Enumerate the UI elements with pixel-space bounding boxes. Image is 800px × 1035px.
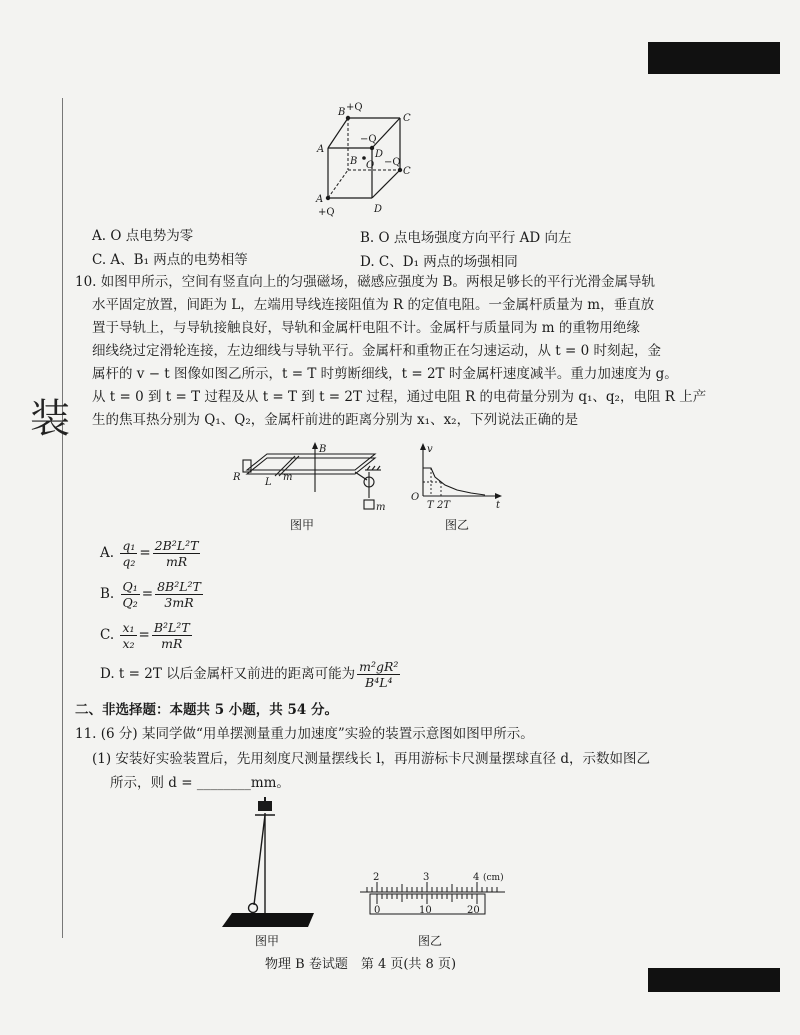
q10-fig2-2t: 2T xyxy=(437,500,451,511)
vernier-main-4: 4 xyxy=(473,872,480,883)
cube-label-d: D xyxy=(375,149,384,160)
cube-label-a: A xyxy=(317,144,325,155)
section2-heading: 二、非选择题：本题共 5 小题，共 54 分。 xyxy=(75,702,338,718)
q10-c-rhs-num: B²L²T xyxy=(153,620,190,635)
q11-fig1-caption: 图甲 xyxy=(255,934,280,948)
q10-b-rhs-den: 3mR xyxy=(164,595,194,610)
q11-vernier-figure xyxy=(355,870,515,925)
q10-rail-figure xyxy=(225,440,400,520)
q10-a-rhs-num: 2B²L²T xyxy=(154,538,199,553)
cube-label-c: C xyxy=(403,113,411,124)
q10-fig2-caption: 图乙 xyxy=(445,518,470,532)
q10-c-lhs-den: x₂ xyxy=(122,636,135,651)
cube-label-b1: B xyxy=(350,156,358,167)
q10-fig1-caption: 图甲 xyxy=(290,518,315,532)
q10-option-c: C. $\frac{\text{x₁}}{\text{x₂}}$ = $\frac{\text{B²L²T}}{mR}$ xyxy=(100,620,190,651)
q9-option-b: B. O 点电场强度方向平行 AD 向左 xyxy=(360,230,572,246)
q10-fig1-m: m xyxy=(283,472,293,483)
q10-line-2: 水平固定放置，间距为 L，左端用导线连接阻值为 R 的定值电阻。一金属杆质量为 m，垂直放 xyxy=(92,297,655,313)
q10-a-lhs-den: q₂ xyxy=(122,554,136,569)
cube-label-b: B xyxy=(338,107,346,118)
q10-a-lhs-num: q₁ xyxy=(122,538,136,553)
cube-label-a1: A xyxy=(316,194,324,205)
q10-b-lhs-num: Q₁ xyxy=(122,579,138,594)
q10-d-num: m²gR² xyxy=(359,659,399,674)
q11-line-2: (1) 安装好实验装置后，先用刻度尺测量摆线长 l，再用游标卡尺测量摆球直径 d，示数如图乙 xyxy=(92,751,650,767)
q9-option-a: A. O 点电势为零 xyxy=(92,228,194,244)
q10-line-5: 属杆的 v − t 图像如图乙所示，t = T 时剪断细线，t = 2T 时金属杆速度减半。重力加速度为 g。 xyxy=(92,366,678,382)
margin-handwriting: 装 xyxy=(30,396,70,442)
q10-option-d xyxy=(100,658,402,690)
binding-line xyxy=(62,98,63,938)
q10-line-1: 10. 如图甲所示，空间有竖直向上的匀强磁场，磁感应强度为 B。两根足够长的平行光滑金属导轨 xyxy=(75,274,655,290)
cube-label-c1: C xyxy=(403,166,411,177)
cube-label-d1: D xyxy=(374,204,383,215)
q10-a-rhs-den: mR xyxy=(165,554,188,569)
q10-d-den: B⁴L⁴ xyxy=(365,675,393,690)
cube-figure xyxy=(300,100,430,220)
cube-label-o: O xyxy=(366,160,375,171)
q11-pendulum-figure xyxy=(210,795,320,930)
q11-line-3: 所示，则 d = ________mm。 xyxy=(110,775,290,791)
q10-b-lhs-den: Q₂ xyxy=(122,595,138,610)
q10-fig2-o: O xyxy=(411,492,420,503)
q10-fig1-b: B xyxy=(319,444,327,455)
q10-c-lhs-num: x₁ xyxy=(122,620,135,635)
q10-line-7: 生的焦耳热分别为 Q₁、Q₂，金属杆前进的距离分别为 x₁、x₂，下列说法正确的是 xyxy=(92,412,579,428)
cube-charge-b: +Q xyxy=(346,102,363,113)
q10-fig1-r: R xyxy=(233,472,241,483)
q10-option-a-prefix: A. xyxy=(100,545,115,561)
q10-c-rhs-den: mR xyxy=(161,636,183,651)
q10-line-3: 置于导轨上，与导轨接触良好，导轨和金属杆电阻不计。金属杆与质量同为 m 的重物用绝缘 xyxy=(92,320,640,336)
vernier-main-2: 2 xyxy=(373,872,380,883)
cube-charge-c1: −Q xyxy=(384,157,401,168)
q10-line-6: 从 t = 0 到 t = T 过程及从 t = T 到 t = 2T 过程，通过电阻 R 的电荷量分别为 q₁、q₂，电阻 R 上产 xyxy=(92,389,707,405)
q10-option-b: B. $\frac{\text{Q₁}}{\text{Q₂}}$ = $\frac{\text{8B²L²T}}{3mR}$ xyxy=(100,579,201,610)
q11-fig2-caption: 图乙 xyxy=(418,934,443,948)
cube-charge-a1: +Q xyxy=(318,207,335,218)
q10-option-c-prefix: C. xyxy=(100,627,115,643)
q10-fig2-taxis: t xyxy=(496,500,501,511)
vernier-sub-0: 0 xyxy=(374,905,381,916)
q10-vt-graph xyxy=(405,440,505,520)
vernier-sub-10: 10 xyxy=(419,905,432,916)
q10-line-4: 细线绕过定滑轮连接，左边细线与导轨平行。金属杆和重物正在匀速运动，从 t = 0 时刻起，金 xyxy=(92,343,661,359)
vernier-unit: (cm) xyxy=(483,873,504,883)
q10-fig1-weight-m: m xyxy=(376,502,386,513)
q10-option-a: A. $\frac{\text{q₁}}{\text{q₂}}$ = $\frac{\text{2B²L²T}}{mR}$ xyxy=(100,538,199,569)
q10-b-rhs-num: 8B²L²T xyxy=(157,579,201,594)
cube-charge-d: −Q xyxy=(360,134,377,145)
vernier-sub-20: 20 xyxy=(467,905,480,916)
page-footer: 物理 B 卷试题 第 4 页(共 8 页) xyxy=(265,957,457,972)
q10-option-b-prefix: B. xyxy=(100,586,115,602)
q11-line-1: 11. (6 分) 某同学做“用单摆测量重力加速度”实验的装置示意图如图甲所示。 xyxy=(75,726,534,742)
corner-mark-top xyxy=(648,42,780,74)
q9-option-d: D. C、D₁ 两点的场强相同 xyxy=(360,254,518,270)
vernier-main-3: 3 xyxy=(423,872,430,883)
q10-option-d-text: D. t = 2T 以后金属杆又前进的距离可能为 xyxy=(100,666,356,682)
q9-option-c: C. A、B₁ 两点的电势相等 xyxy=(92,252,248,268)
q10-fig2-v: v xyxy=(427,444,433,455)
q10-fig1-l: L xyxy=(265,477,272,488)
corner-mark-bottom xyxy=(648,968,780,992)
q10-fig2-t: T xyxy=(427,500,434,511)
